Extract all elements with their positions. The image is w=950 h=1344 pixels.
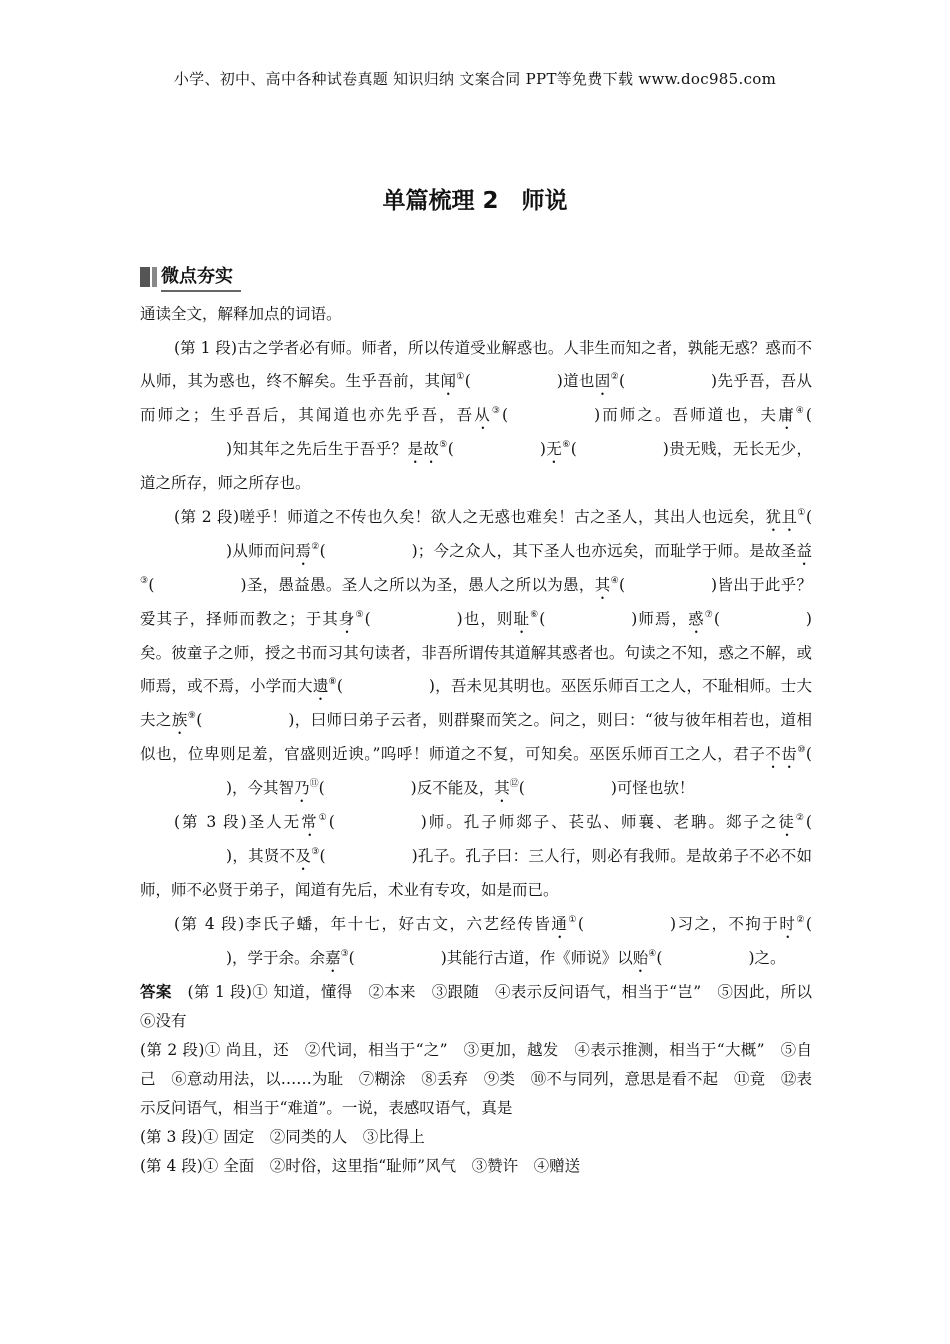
answer-key <box>140 978 828 1181</box>
dotted-word: 遗 <box>312 677 329 695</box>
dotted-word: 从 <box>474 406 492 424</box>
dotted-word: 其 <box>594 575 611 594</box>
instruction: 通读全文，解释加点的词语。 <box>140 305 342 323</box>
dotted-word: 无 <box>545 440 563 458</box>
dotted-word: 通 <box>551 914 569 933</box>
dotted-word: 贻 <box>632 948 649 967</box>
section-heading <box>140 262 241 292</box>
dotted-word: 庸 <box>778 406 796 424</box>
dotted-word: 不齿 <box>765 745 798 763</box>
answer-paragraph-3: (第 3 段)① 固定 ②同类的人 ③比得上 <box>140 1127 425 1146</box>
exercise-content <box>140 298 828 1181</box>
dotted-word: 犹且 <box>765 507 798 526</box>
dotted-word: 焉 <box>295 541 312 560</box>
section-marker-icon <box>140 267 150 287</box>
dotted-word: 时 <box>779 914 797 933</box>
dotted-word: 嘉 <box>325 948 341 967</box>
dotted-word: 徒 <box>778 813 796 831</box>
dotted-word: 常 <box>301 813 319 831</box>
answer-label: 答案 <box>140 982 172 1001</box>
dotted-word: 耻 <box>513 609 531 628</box>
dotted-word: 及 <box>295 847 312 865</box>
paragraph-1: (第 1 段)古之学者必有师。师者，所以传道受业解惑也。人非生而知之者，孰能无惑？惑而不从师，其为惑也，终不解矣。生乎吾前，其闻①( )道也固②( )先乎吾，吾从而师之；生乎吾后，其闻道也亦先乎吾，吾从③( )而师之。吾师道也，夫庸④()知其年之先后生于吾乎？是故⑤( )无⑥( )贵无贱，无长无少，道之所存，师之所存也。 <box>140 338 812 492</box>
paragraph-3: (第 3 段)圣人无常①( )师。孔子师郯子、苌弘、师襄、老聃。郯子之徒②()，其贤不及③( )孔子。孔子曰：三人行，则必有我师。是故弟子不必不如师，师不必贤于弟子，闻道有先后，术业有专攻，如是而已。 <box>140 813 812 899</box>
paragraph-2: (第 2 段)嗟乎！师道之不传也久矣！欲人之无惑也难矣！古之圣人，其出人也远矣，犹且①()从师而问焉②( )；今之众人，其下圣人也亦远矣，而耻学于师。是故圣益③( )圣，愚益愚。圣人之所以为圣，愚人之所以为愚，其④( )皆出于此乎？爱其子，择师而教之；于其身⑤( )也，则耻⑥( )师焉，惑⑦( )矣。彼童子之师，授之书而习其句读者，非吾所谓传其道解其惑者也。句读之不知，惑之不解，或师焉，或不焉，小学而大遗⑧( )，吾未见其明也。巫医乐师百工之人，不耻相师。士大夫之族⑨( )，曰师曰弟子云者，则群聚而笑之。问之，则曰：“彼与彼年相若也，道相似也，位卑则足羞，官盛则近谀。”呜呼！师道之不复，可知矣。巫医乐师百工之人，君子不齿⑩()，今其智乃⑪( )反不能及，其⑫( )可怪也欤！ <box>140 507 812 797</box>
paragraph-4: (第 4 段)李氏子蟠，年十七，好古文，六艺经传皆通①( )习之，不拘于时②()，学于余。余嘉③( )其能行古道，作《师说》以贻④( )之。 <box>174 914 812 967</box>
answer-paragraph-4: (第 4 段)① 全面 ②时俗，这里指“耻师”风气 ③赞许 ④赠送 <box>140 1156 581 1175</box>
answer-paragraph-2: (第 2 段)① 尚且，还 ②代词，相当于“之” ③更加，越发 ④表示推测，相当于“大概” ⑤自己 ⑥意动用法，以……为耻 ⑦糊涂 ⑧丢弃 ⑨类 ⑩不与同列，意思是看不起 ⑪竟 ⑫表示反问语气，相当于“难道”。一说，表感叹语气，真是 <box>140 1040 812 1117</box>
dotted-word: 族 <box>171 711 188 729</box>
dotted-word: 身 <box>338 609 356 628</box>
dotted-word: 闻 <box>440 372 457 390</box>
page-title: 单篇梳理 2 师说 <box>382 188 568 214</box>
section-marker-icon-secondary <box>152 267 157 287</box>
dotted-word: 其 <box>494 779 510 797</box>
dotted-word: 固 <box>594 372 611 390</box>
dotted-word: 乃 <box>294 779 310 797</box>
section-title: 微点夯实 <box>161 262 241 292</box>
dotted-word: 惑 <box>688 609 705 628</box>
answer-paragraph-1: 答案 (第 1 段)① 知道，懂得 ②本来 ③跟随 ④表示反问语气，相当于“岂” ⑤因此，所以 ⑥没有 <box>140 982 828 1030</box>
dotted-word: 是故 <box>407 440 440 458</box>
page-header: 小学、初中、高中各种试卷真题 知识归纳 文案合同 PPT等免费下载 www.doc985.com <box>173 70 777 88</box>
dotted-word: 益 <box>796 541 812 560</box>
